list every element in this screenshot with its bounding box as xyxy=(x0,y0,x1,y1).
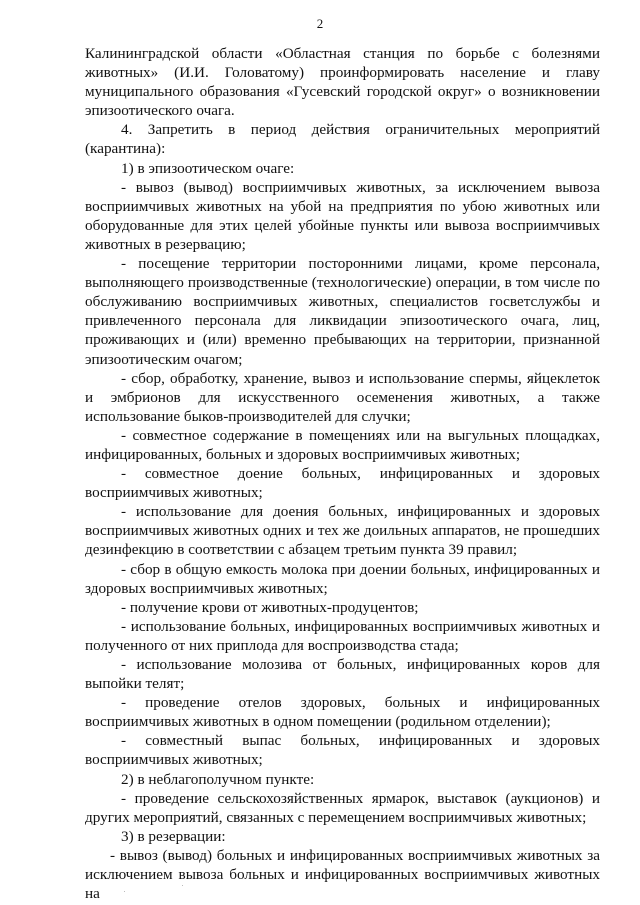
scan-artifact xyxy=(124,891,125,892)
scan-artifact xyxy=(182,885,183,886)
list-item: - получение крови от животных-продуцентов; xyxy=(121,598,419,616)
subheading-reservation: 3) в резервации: xyxy=(121,827,226,845)
subheading-unfavorable-point: 2) в неблагополучном пункте: xyxy=(121,770,315,788)
list-item: - вывоз (вывод) восприимчивых животных, за исключением вывоза восприимчивых животных на убой на предприятия по убою животных или оборудованные для этих целей убойные пункты или вывоза восприимчивых животных в резервацию; xyxy=(85,178,600,253)
document-body xyxy=(85,44,600,903)
list-item: - использование молозива от больных, инфицированных коров для выпойки телят; xyxy=(85,656,600,693)
list-item: - проведение отелов здоровых, больных и инфицированных восприимчивых животных в одном помещении (родильном отделении); xyxy=(85,694,600,731)
list-item: - проведение сельскохозяйственных ярмарок, выставок (аукционов) и других мероприятий, связанных с перемещением восприимчивых животных; xyxy=(85,789,600,826)
list-item: - сбор в общую емкость молока при доении больных, инфицированных и здоровых восприимчивых животных; xyxy=(85,560,600,597)
list-item: - совместное содержание в помещениях или на выгульных площадках, инфицированных, больных и здоровых восприимчивых животных; xyxy=(85,426,600,463)
list-item: - вывоз (вывод) больных и инфицированных восприимчивых животных за исключением вывоза больных и инфицированных восприимчивых животных на xyxy=(85,846,600,903)
page-number: 2 xyxy=(316,16,324,31)
list-item: - использование больных, инфицированных восприимчивых животных и полученного от них приплода для воспроизводства стада; xyxy=(85,617,600,654)
paragraph-continuation: Калининградской области «Областная станция по борьбе с болезнями животных» (И.И. Головатому) проинформировать население и главу муниципального образования «Гусевский городской округ» о возникновении эпизоотического очага. xyxy=(85,45,600,120)
subheading-epizootic-focus: 1) в эпизоотическом очаге: xyxy=(121,159,295,177)
paragraph-item-4: 4. Запретить в период действия ограничительных мероприятий (карантина): xyxy=(85,121,600,158)
list-item: - сбор, обработку, хранение, вывоз и использование спермы, яйцеклеток и эмбрионов для искусственного осеменения животных, а также использование быков-производителей для случки; xyxy=(85,369,600,425)
list-item: - использование для доения больных, инфицированных и здоровых восприимчивых животных одних и тех же доильных аппаратов, не прошедших дезинфекцию в соответствии с абзацем третьим пункта 39 правил; xyxy=(85,503,600,559)
list-item: - совместное доение больных, инфицированных и здоровых восприимчивых животных; xyxy=(85,465,600,502)
list-item: - совместный выпас больных, инфицированных и здоровых восприимчивых животных; xyxy=(85,732,600,769)
list-item: - посещение территории посторонними лицами, кроме персонала, выполняющего производственные (технологические) операции, в том числе по обслуживанию восприимчивых животных, специалистов госветслужбы и привлеченного персонала для ликвидации эпизоотического очага, лиц, проживающих и (или) временно пребывающих на территории, признанной эпизоотическим очагом; xyxy=(85,255,600,368)
